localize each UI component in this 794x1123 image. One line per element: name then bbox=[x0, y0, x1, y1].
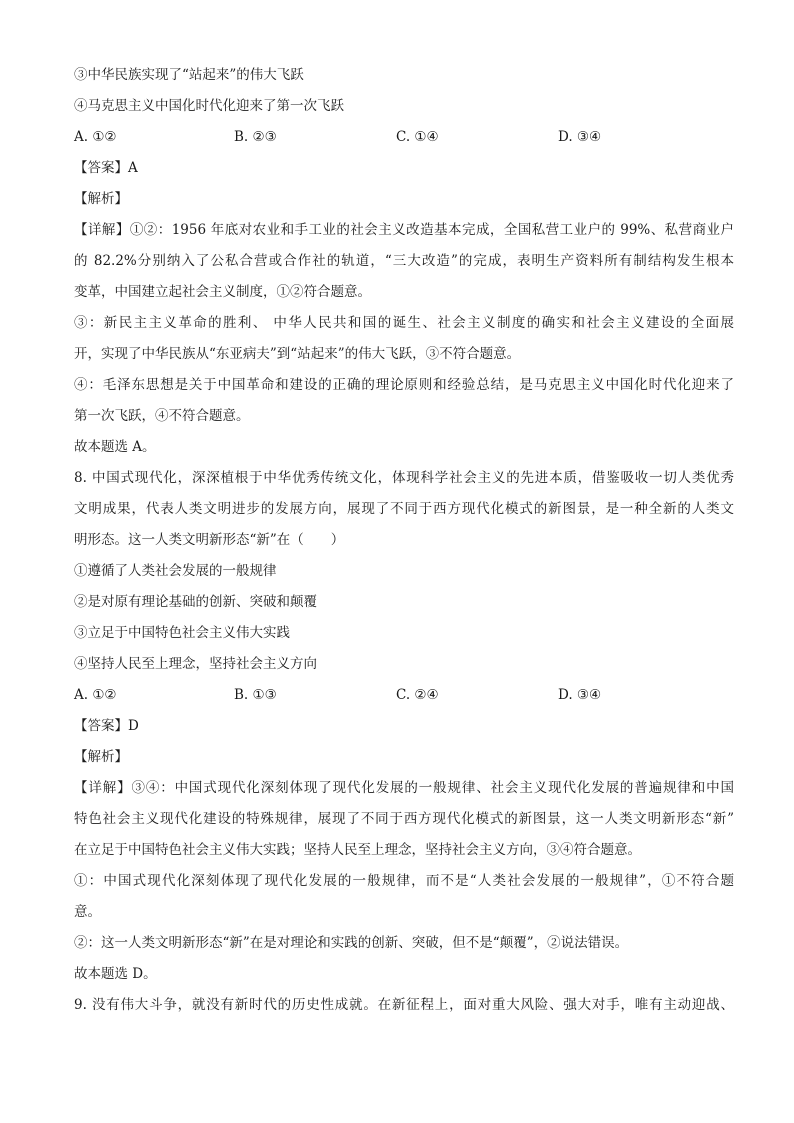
q8-stem-line-1: 8. 中国式现代化，深深植根于中华优秀传统文化，体现科学社会主义的先进本质，借鉴吸收一切人类优秀 bbox=[74, 470, 734, 486]
q8-detail-line-3: 在立足于中国特色社会主义伟大实践；坚持人民至上理念，坚持社会主义方向，③④符合题意。 bbox=[74, 842, 641, 858]
q8-item2-note: ②：这一人类文明新形态“新”在是对理论和实践的创新、突破，但不是“颠覆”，②说法错误。 bbox=[74, 935, 629, 951]
q7-item4-note-line-1: ④：毛泽东思想是关于中国革命和建设的正确的理论原则和经验总结，是马克思主义中国化时代化迎来了 bbox=[74, 377, 734, 393]
q7-answer-tag: 【答案】 bbox=[74, 160, 128, 176]
q8-analysis-tag: 【解析】 bbox=[74, 749, 128, 765]
q7-item3-note bbox=[74, 312, 734, 374]
q7-detail-line-2: 的 82.2%分别纳入了公私合营或合作社的轨道，“三大改造”的完成，表明生产资料所有制结构发生根本 bbox=[74, 253, 734, 269]
q8-conclusion: 故本题选 D。 bbox=[74, 966, 157, 982]
q8-option-b: B. ①③ bbox=[234, 687, 277, 703]
q7-option-b: B. ②③ bbox=[234, 129, 277, 145]
q9-stem-line-1: 9. 没有伟大斗争，就没有新时代的历史性成就。在新征程上，面对重大风险、强大对手，唯有主动迎战、 bbox=[74, 997, 734, 1013]
q8-item-3: ③立足于中国特色社会主义伟大实践 bbox=[74, 625, 290, 641]
q7-answer-value: A bbox=[128, 160, 138, 176]
q7-detail-line-1: 【详解】①②：1956 年底对农业和手工业的社会主义改造基本完成，全国私营工业户的 99%、私营商业户 bbox=[74, 222, 734, 238]
q8-item1-note bbox=[74, 870, 734, 932]
q8-detail-line-1: 【详解】③④：中国式现代化深刻体现了现代化发展的一般规律、社会主义现代化发展的普遍规律和中国 bbox=[74, 780, 734, 796]
q8-item-1: ①遵循了人类社会发展的一般规律 bbox=[74, 563, 277, 579]
q7-item-3: ③中华民族实现了“站起来”的伟大飞跃 bbox=[74, 67, 304, 83]
q7-item3-note-line-2: 开，实现了中华民族从“东亚病夫”到“站起来”的伟大飞跃，③不符合题意。 bbox=[74, 346, 521, 362]
q7-options bbox=[74, 126, 734, 157]
q8-option-d: D. ③④ bbox=[558, 687, 602, 703]
q7-option-c: C. ①④ bbox=[396, 129, 439, 145]
q8-stem bbox=[74, 467, 734, 560]
q7-item3-note-line-1: ③：新民主主义革命的胜利、 中华人民共和国的诞生、社会主义制度的确实和社会主义建设的全面展 bbox=[74, 315, 734, 331]
q8-answer bbox=[74, 715, 734, 746]
q8-stem-line-3: 明形态。这一人类文明新形态“新”在（ ） bbox=[74, 532, 345, 548]
q8-item-4: ④坚持人民至上理念，坚持社会主义方向 bbox=[74, 656, 317, 672]
q8-option-a: A. ①② bbox=[74, 687, 117, 703]
q7-item4-note-line-2: 第一次飞跃，④不符合题意。 bbox=[74, 408, 250, 424]
q8-answer-value: D bbox=[128, 718, 139, 734]
q7-detail-line-3: 变革，中国建立起社会主义制度，①②符合题意。 bbox=[74, 284, 371, 300]
q7-detail bbox=[74, 219, 734, 312]
document-page bbox=[74, 64, 734, 1025]
q7-option-a: A. ①② bbox=[74, 129, 117, 145]
q8-detail-line-2: 特色社会主义现代化建设的特殊规律，展现了不同于西方现代化模式的新图景，这一人类文明新形态“新” bbox=[74, 811, 734, 827]
q7-option-d: D. ③④ bbox=[558, 129, 602, 145]
q8-options bbox=[74, 684, 734, 715]
q8-option-c: C. ②④ bbox=[396, 687, 439, 703]
q7-analysis-tag: 【解析】 bbox=[74, 191, 128, 207]
q7-item4-note bbox=[74, 374, 734, 436]
q7-item-4: ④马克思主义中国化时代化迎来了第一次飞跃 bbox=[74, 98, 344, 114]
q8-item-2: ②是对原有理论基础的创新、突破和颠覆 bbox=[74, 594, 317, 610]
q8-answer-tag: 【答案】 bbox=[74, 718, 128, 734]
q8-item1-note-line-2: 意。 bbox=[74, 904, 101, 920]
q8-detail bbox=[74, 777, 734, 870]
q8-item1-note-line-1: ①：中国式现代化深刻体现了现代化发展的一般规律，而不是“人类社会发展的一般规律”，①不符合题 bbox=[74, 873, 734, 889]
q7-answer bbox=[74, 157, 734, 188]
q7-conclusion: 故本题选 A。 bbox=[74, 439, 156, 455]
q8-stem-line-2: 文明成果，代表人类文明进步的发展方向，展现了不同于西方现代化模式的新图景，是一种全新的人类文 bbox=[74, 501, 734, 517]
